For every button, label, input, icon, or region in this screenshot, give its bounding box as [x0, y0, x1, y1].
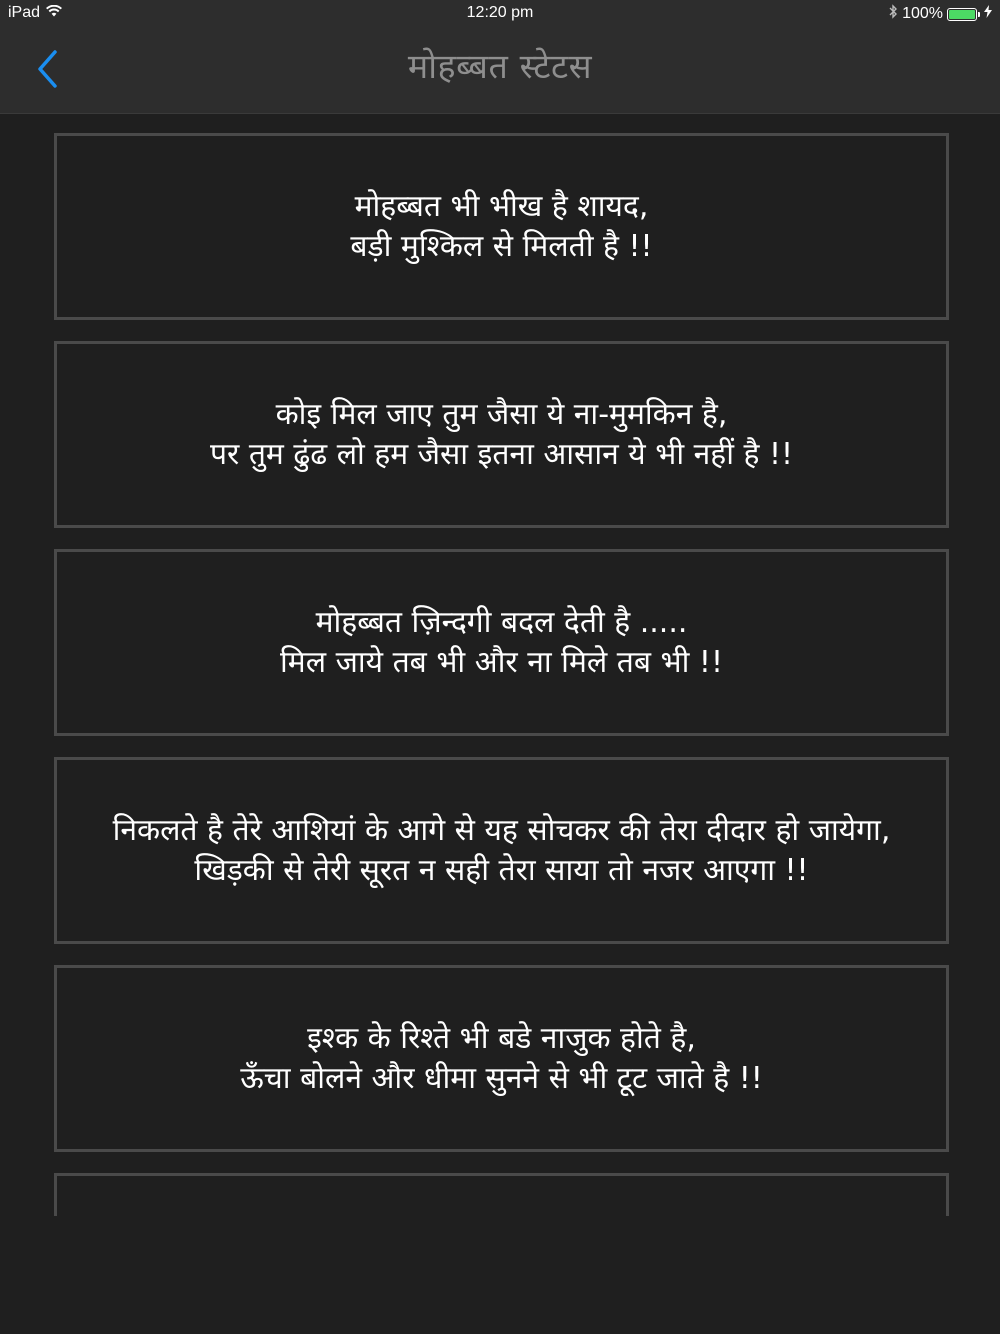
- status-card[interactable]: [54, 549, 949, 736]
- status-right: [888, 4, 992, 24]
- status-text: निकलते है तेरे आशियां के आगे से यह सोचकर की तेरा दीदार हो जायेगा, खिड़की से तेरी सूरत न सही तेरा साया तो नजर आएगा !!: [112, 812, 891, 888]
- status-text: इश्क के रिश्ते भी बडे नाजुक होते है, ऊँचा बोलने और धीमा सुनने से भी टूट जाते है !!: [240, 1020, 763, 1096]
- battery-icon: [947, 8, 977, 21]
- status-text: कोइ मिल जाए तुम जैसा ये ना-मुमकिन है, पर तुम ढुंढ लो हम जैसा इतना आसान ये भी नहीं है !!: [209, 396, 794, 472]
- page-title: मोहब्बत स्टेटस: [407, 47, 593, 87]
- battery-fill: [949, 10, 975, 19]
- status-card[interactable]: [54, 1173, 949, 1216]
- device-name: iPad: [8, 4, 41, 21]
- status-card[interactable]: [54, 757, 949, 944]
- battery-percentage: 100%: [902, 5, 943, 22]
- status-text: मोहब्बत ज़िन्दगी बदल देती है ..... मिल जाये तब भी और ना मिले तब भी !!: [280, 604, 723, 680]
- status-card[interactable]: [54, 133, 949, 320]
- status-list[interactable]: [54, 133, 949, 1216]
- bluetooth-icon: [888, 4, 898, 24]
- navigation-bar: [0, 28, 1000, 114]
- status-bar: [0, 0, 1000, 28]
- battery-tip: [978, 12, 980, 17]
- status-card[interactable]: [54, 341, 949, 528]
- status-time: 12:20 pm: [466, 4, 534, 21]
- status-card[interactable]: [54, 965, 949, 1152]
- charging-icon: [984, 5, 992, 23]
- status-text: मोहब्बत भी भीख है शायद, बड़ी मुश्किल से मिलती है !!: [350, 188, 653, 264]
